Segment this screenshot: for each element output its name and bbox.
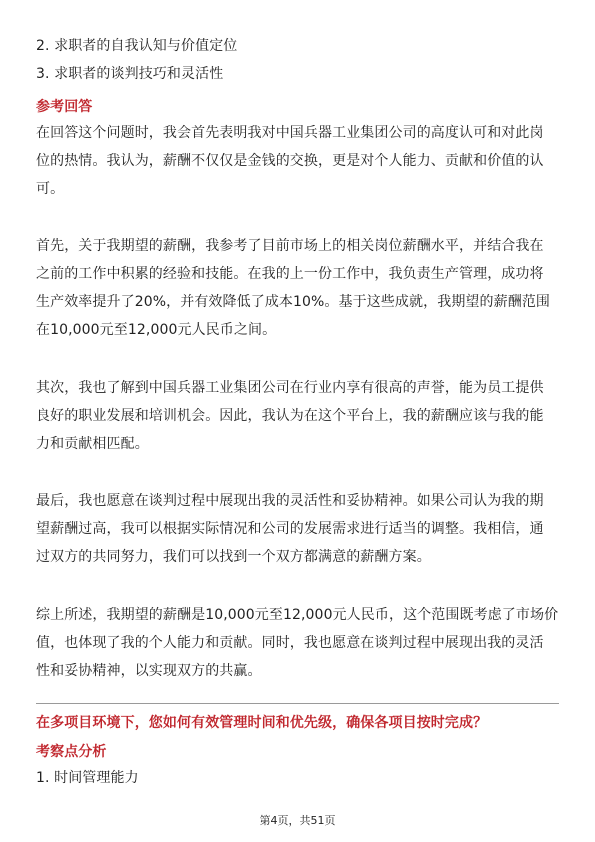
question-heading: 在多项目环境下，您如何有效管理时间和优先级，确保各项目按时完成？ [36,715,488,731]
list-item: 1. 时间管理能力 [36,770,139,786]
section-divider [36,703,559,704]
list-item: 3. 求职者的谈判技巧和灵活性 [36,66,224,82]
answer-heading: 参考回答 [36,99,93,115]
paragraph-line: 力和贡献相匹配。 [36,436,149,452]
paragraph-line: 生产效率提升了20%，并有效降低了成本10%。基于这些成就，我期望的薪酬范围 [36,294,551,310]
paragraph-line: 值，也体现了我的个人能力和贡献。同时，我也愿意在谈判过程中展现出我的灵活 [36,635,544,651]
paragraph-line: 可。 [36,181,65,197]
paragraph-line: 位的热情。我认为，薪酬不仅仅是金钱的交换，更是对个人能力、贡献和价值的认 [36,153,544,169]
paragraph-line: 性和妥协精神，以实现双方的共赢。 [36,663,262,679]
paragraph-line: 过双方的共同努力，我们可以找到一个双方都满意的薪酬方案。 [36,549,431,565]
paragraph-line: 最后，我也愿意在谈判过程中展现出我的灵活性和妥协精神。如果公司认为我的期 [36,493,544,509]
paragraph-line: 其次，我也了解到中国兵器工业集团公司在行业内享有很高的声誉，能为员工提供 [36,380,544,396]
document-page [36,0,559,842]
analysis-heading: 考察点分析 [36,744,107,760]
paragraph-line: 综上所述，我期望的薪酬是10,000元至12,000元人民币，这个范围既考虑了市场价 [36,607,559,623]
paragraph-line: 之前的工作中积累的经验和技能。在我的上一份工作中，我负责生产管理，成功将 [36,266,544,282]
paragraph-line: 首先，关于我期望的薪酬，我参考了目前市场上的相关岗位薪酬水平，并结合我在 [36,238,544,254]
paragraph-line: 在回答这个问题时，我会首先表明我对中国兵器工业集团公司的高度认可和对此岗 [36,125,544,141]
paragraph-line: 望薪酬过高，我可以根据实际情况和公司的发展需求进行适当的调整。我相信，通 [36,521,544,537]
paragraph-line: 良好的职业发展和培训机会。因此，我认为在这个平台上，我的薪酬应该与我的能 [36,408,544,424]
list-item: 2. 求职者的自我认知与价值定位 [36,38,238,54]
paragraph-line: 在10,000元至12,000元人民币之间。 [36,322,277,338]
page-number: 第4页，共51页 [259,814,336,827]
